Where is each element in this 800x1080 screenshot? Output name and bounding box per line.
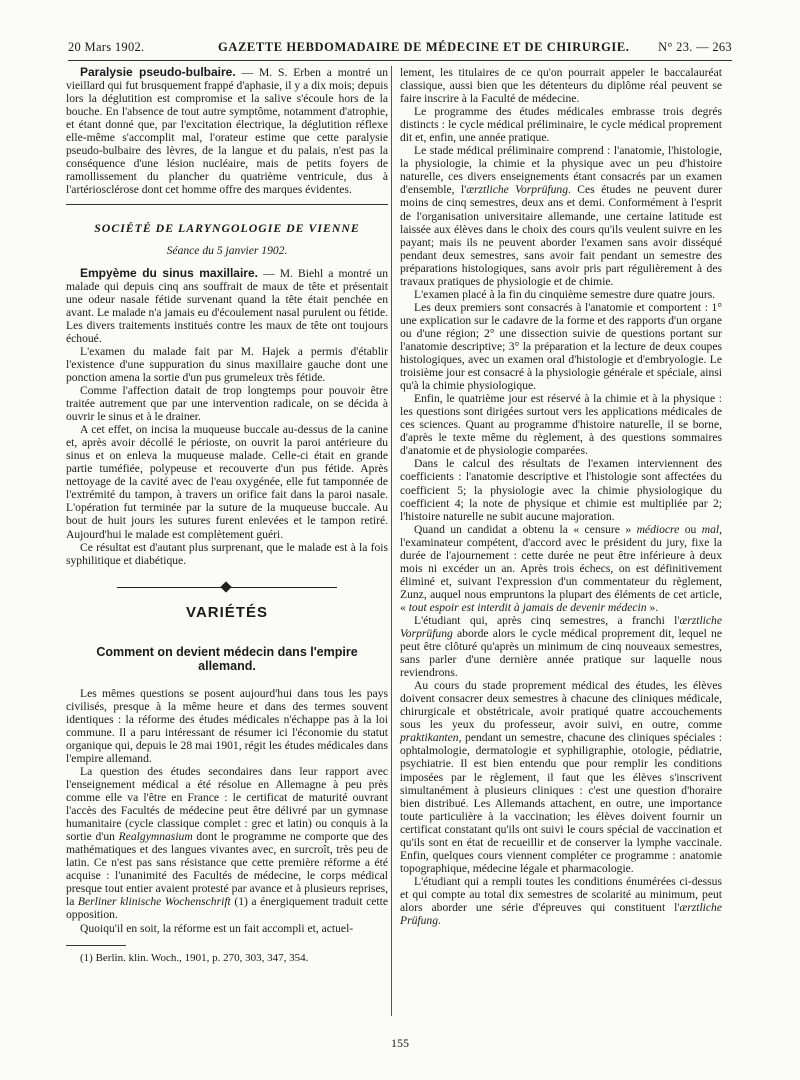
- header-issue-page: N° 23. — 263: [658, 40, 732, 54]
- italic-term: mal: [701, 522, 720, 536]
- paragraph-text: L'étudiant qui, après cinq semestres, a franchi l': [414, 613, 680, 627]
- paragraph-stade-preliminaire: [400, 144, 722, 288]
- paragraph-censure: [400, 523, 722, 614]
- paragraph-text: ».: [646, 600, 659, 614]
- runin-heading-paralysie: Paralysie pseudo-bulbaire.: [80, 65, 236, 79]
- italic-term: médiocre: [636, 522, 680, 536]
- paragraph-text: Le stade médical préliminaire comprend : l'anatomie, l'histologie, la physiologie, la chimie et la physique avec un peu d'histoire naturelle, ces divers enseignements étant consacrés par un examen d'ensemble, l': [400, 144, 722, 197]
- column-divider: [391, 66, 392, 1016]
- section-rule: [66, 204, 388, 206]
- article-title: Comment on devient médecin dans l'empire allemand.: [96, 644, 358, 673]
- page-folio: 155: [391, 1036, 409, 1050]
- italic-journal-name: Berliner klinische Wochenschrift: [77, 895, 231, 909]
- footnote: (1) Berlin. klin. Woch., 1901, p. 270, 303, 347, 354.: [80, 951, 309, 964]
- paragraph-text: (1) a énergiquement traduit cette opposition.: [66, 895, 389, 922]
- paragraph: L'examen placé à la fin du cinquième semestre dure quatre jours.: [414, 287, 716, 301]
- paragraph: Les mêmes questions se posent aujourd'hui dans tous les pays civilisés, presque à la même heure et dans des termes souvent identiques : la réforme des études médicales n'échappe pas à la loi commune. Il a paru intéressant de résumer ici l'économie du statut organique qui, depuis le 28 mai 1901, régit les études médicales dans l'empire allemand.: [66, 686, 388, 765]
- paragraph-text: Au cours du stade proprement médical des études, les élèves doivent consacrer deux semestres à chacune des cliniques médicale, chirurgicale et obstétricale, avoir pratiqué quatre accouchements sous les yeux du professeur, avoir suivi, en outre, comme: [400, 679, 722, 732]
- right-column: [400, 66, 722, 1016]
- paragraph-paralysie: [66, 66, 388, 196]
- paragraph-cliniques: [400, 679, 722, 875]
- paragraph-text: aborde alors le cycle médical proprement dit, lequel ne peut être clôturé qu'après un minimum de cinq nouveaux semestres, sans parler d'une dernière année pratique sur laquelle nous reviendrons.: [400, 627, 722, 680]
- paragraph-empyeme: [66, 267, 388, 345]
- runin-heading-empyeme: Empyème du sinus maxillaire.: [80, 265, 258, 280]
- paragraph: Les deux premiers sont consacrés à l'anatomie et comportent : 1° une explication sur le cadavre de la forme et des rapports d'un organe ou d'une région; 2° une dissection suivie de questions portant sur l'anatomie descriptive; 3° la préparation et la lecture de deux coupes histologiques, avec un examen oral d'histologie et d'embryologie. Le troisième jour est consacré à la physiologie générale et spéciale, ainsi qu'à la chimie physiologique.: [400, 300, 722, 393]
- paragraph-text: — M. S. Erben a montré un vieillard qui fut brusquement frappé d'aphasie, il y a dix mois; depuis lors la déglutition est compromise et la salive s'écoule hors de la bouche. En l'absence de tout autre symptôme, notamment d'atrophie, et étant donné que, par l'excitation électrique, la déglutition réflexe elle-même s'accomplit mal, l'orateur estime que cette paralysie pseudo-bulbaire des lèvres, de la langue et du palais, n'est pas la conséquence d'une lésion nucléaire, mais de petits foyers de ramollissement du plancher du quatrième ventricule, dus à l'artériosclérose dont cet homme offre des marques évidentes.: [66, 66, 389, 197]
- paragraph-text: , l'examinateur compétent, d'accord avec le président du jury, fixe la durée de l'ajournement : cette durée ne peut être inférieure à deux mois ni excéder un an. Après trois échecs, on est définitivement éliminé et, suivant l'expression d'un commentateur du règlement, Zunz, auquel nous empruntons la plupart des éléments de cet article, «: [400, 522, 722, 614]
- italic-term: Realgymnasium: [118, 830, 193, 844]
- paragraph-cycle-medical: [400, 614, 722, 679]
- paragraph-etudes-secondaires: [66, 765, 388, 922]
- paragraph-text: , pendant un semestre, chacune des cliniques spéciales : ophtalmologie, dermatologie et syphiligraphie, otologie, pédiatrie, psychiatrie. Il est bien entendu que pour remplir les conditions imposées par le règlement, il faut que les élèves s'inscrivent simultanément à plusieurs cliniques : c'est une question d'horaire bien distribué. Les Allemands attachent, en outre, une importance toute particulière à la vaccination; les élèves doivent fournir un certificat constatant qu'ils ont suivi le cours spécial de vaccination et qu'ils sont en état de recueillir et de conserver la lymphe vaccinale. Enfin, quelques cours viennent compléter ce programme : anatomie topographique, médecine légale et pharmacologie.: [400, 731, 722, 875]
- paragraph: Comme l'affection datait de trop longtemps pour pouvoir être traitée autrement que par une intervention radicale, on se décida à ouvrir le sinus et à le drainer.: [66, 383, 388, 424]
- paragraph: L'examen du malade fait par M. Hajek a permis d'établir l'existence d'une suppuration du sinus maxillaire gauche dont une ponction amena la sortie d'un pus grumeleux très fétide.: [66, 344, 388, 384]
- paragraph: Le programme des études médicales embrasse trois degrés distincts : le cycle médical préliminaire, le cycle médical proprement dit et, enfin, une année pratique.: [400, 105, 722, 145]
- header-date: 20 Mars 1902.: [68, 40, 145, 54]
- paragraph: Enfin, le quatrième jour est réservé à la chimie et à la physique : les questions sont dirigées surtout vers les applications médicales de ces sciences. Quant au programme d'histoire naturelle, il se borne, d'après le texte même du règlement, à des questions sommaires d'anatomie et de physiologie comparées.: [400, 392, 722, 458]
- section-title-varietes: VARIÉTÉS: [186, 603, 268, 621]
- italic-term: ærztliche Prüfung: [400, 901, 722, 928]
- paragraph: lement, les titulaires de ce qu'on pourrait appeler le baccalauréat classique, aussi bien que les détenteurs du diplôme réal peuvent se faire inscrire à la Faculté de médecine.: [400, 66, 722, 106]
- paragraph: A cet effet, on incisa la muqueuse buccale au-dessus de la canine et, après avoir décollé le périoste, on ouvrit la paroi antérieure du sinus et on enleva la muqueuse malade. Celle-ci était en grande partie tuméfiée, polypeuse et recouverte d'un pus fétide. Après nettoyage de la cavité avec de l'eau oxygénée, elle fut tamponnée de l'extrémité du tampon, à travers un orifice fait dans la paroi nasale. L'opération fut terminée par la suture de la muqueuse buccale. Au bout de huit jours les sutures furent enlevées et le tampon retiré. Aujourd'hui le malade est complètement guéri.: [66, 423, 388, 541]
- diamond-ornament-icon: [220, 581, 231, 592]
- seance-date: Séance du 5 janvier 1902.: [166, 243, 288, 257]
- footnote-rule: [66, 945, 126, 946]
- left-column: [66, 66, 388, 1016]
- paragraph-text: — M. Biehl a montré un malade qui depuis cinq ans souffrait de maux de tête et présentait une odeur nasale fétide survenant quand la tête était penchée en avant. Le malade n'a jamais eu d'écoulement nasal purulent ou fétide. Les divers traitements institués contre les maux de tête ont toujours échoué.: [66, 266, 389, 345]
- italic-quote: tout espoir est interdit à jamais de devenir médecin: [408, 600, 647, 614]
- ornamental-rule: [117, 583, 337, 592]
- paragraph-text: dont le programme ne comporte que des mathématiques et des langues vivantes avec, en surcroît, très peu de latin. Ce n'est pas sans résistance que cette première réforme a été acquise : l'unanimité des Facultés de médecine, le corps médical presque tout entier avaient protesté par avance et à plusieurs reprises, la: [66, 830, 388, 909]
- paragraph: Dans le calcul des résultats de l'examen interviennent des coefficients : l'anatomie descriptive et l'histologie sont affectées du coefficient 5; la physiologie avec la chimie physiologique du coefficient 4; la note de physique et chimie est multipliée par 2; l'histoire naturelle ne subit aucune majoration.: [400, 457, 722, 523]
- paragraph-text: .: [438, 914, 441, 928]
- running-header: [68, 38, 732, 61]
- header-journal-title: GAZETTE HEBDOMADAIRE DE MÉDECINE ET DE CHIRURGIE.: [218, 40, 630, 54]
- paragraph-text: ou: [679, 522, 702, 536]
- paragraph: Quoiqu'il en soit, la réforme est un fait accompli et, actuel-: [80, 921, 354, 935]
- italic-term: praktikanten: [400, 731, 459, 745]
- italic-term: ærztliche Vorprüfung: [400, 613, 722, 641]
- paragraph-text: . Ces études ne peuvent durer moins de cinq semestres, deux ans et demi. Conformément à l'esprit de l'organisation universitaire allemande, une certaine latitude est laissée aux élèves dans le choix des cours qu'ils veulent suivre en les payant; mais ils ne peuvent aborder l'examen sans avoir disséqué pendant deux semestres, sans avoir fait pendant un semestre des préparations histologiques, sans avoir pris part régulièrement à des travaux pratiques de physiologie et de chimie.: [400, 183, 722, 288]
- paragraph-prufung: [400, 875, 722, 927]
- paragraph-text: Quand un candidat a obtenu la « censure »: [414, 522, 637, 536]
- paragraph-text: L'étudiant qui a rempli toutes les conditions énumérées ci-dessus et qui compte au total dix semestres de scolarité au minimum, peut alors aborder une série d'épreuves qui constituent l': [400, 874, 722, 914]
- society-heading: SOCIÉTÉ DE LARYNGOLOGIE DE VIENNE: [94, 221, 360, 236]
- italic-term: ærztliche Vorprüfung: [466, 183, 569, 197]
- paragraph: Ce résultat est d'autant plus surprenant, que le malade est à la fois syphilitique et diabétique.: [66, 540, 388, 567]
- paragraph-text: La question des études secondaires dans leur rapport avec l'enseignement médical a été résolue en Allemagne à peu près comme elle va l'être en France : le certificat de maturité ouvrant l'accès des Facultés de médecine peut être délivré par un gymnase humanitaire (cycle classique complet : grec et latin) ou conquis à la sortie d'un: [66, 764, 388, 844]
